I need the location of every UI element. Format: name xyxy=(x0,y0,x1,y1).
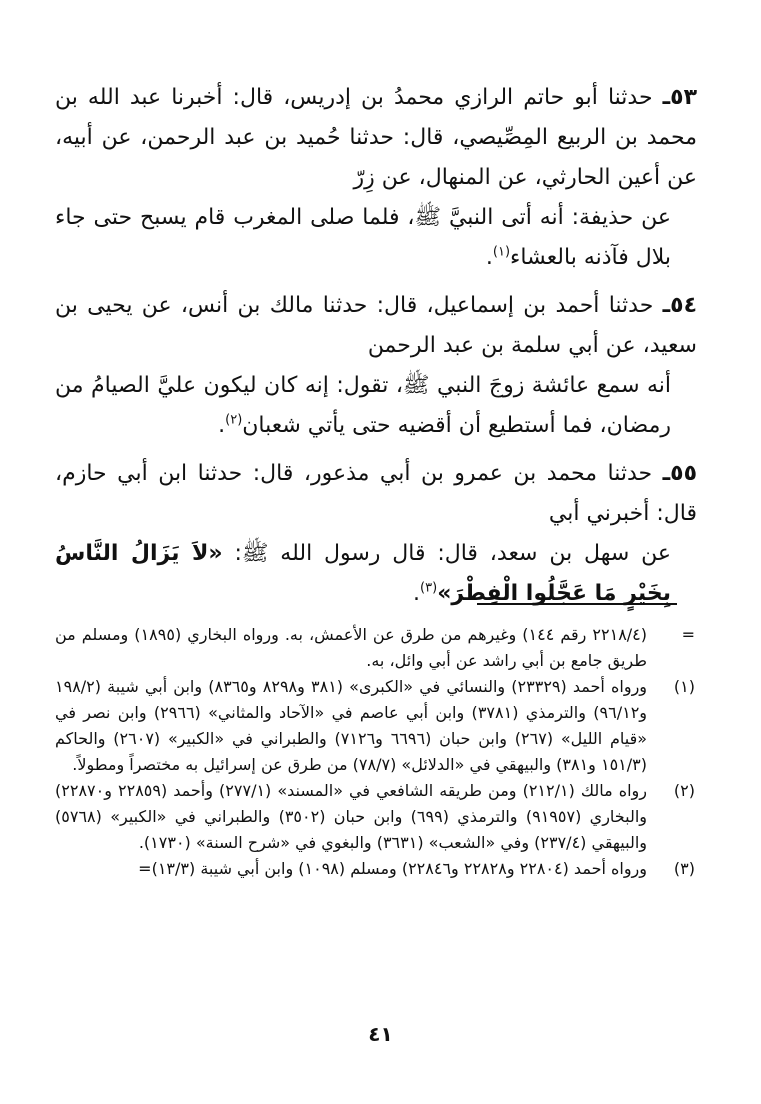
hadith-number: ٥٣ـ xyxy=(662,85,697,110)
footnote-text: رواه مالك (٢١٢/١) ومن طريقه الشافعي في «المسند» (٢٧٧/١) وأحمد (٢٢٨٥٩ و٢٢٨٧٠) والبخاري (٩١٩٥٧) والترمذي (٦٩٩) وابن حبان (٣٥٠٢) والطبراني في «الكبير» (٥٧٦٨) والبيهقي (٢٣٧/٤) وفي «الشعب» (٣٦٣١) والبغوي في «شرح السنة» (١٧٣٠). xyxy=(55,781,648,852)
footnote-2 xyxy=(55,778,695,856)
hadith-number: ٥٥ـ xyxy=(662,461,697,486)
footnote-continued xyxy=(55,622,695,674)
hadith-54-matn: أنه سمع عائشة زوجَ النبي ﷺ، تقول: إنه كان ليكون عليَّ الصيامُ من رمضان، فما أستطيع أن أقضيه حتى يأتي شعبان$^{(٢)}$. xyxy=(55,373,671,438)
prophetic-saying: «لاَ يَزَالُ النَّاسُ بِخَيْرٍ مَا عَجَّلُوا الْفِطْرَ» xyxy=(55,541,671,606)
isnad-text: حدثنا أحمد بن إسماعيل، قال: حدثنا مالك بن أنس، عن يحيى بن سعيد، عن أبي سلمة بن عبد الرحمن xyxy=(55,293,697,358)
hadith-55-chain xyxy=(55,454,697,534)
hadith-53-chain xyxy=(55,78,697,198)
footnote-text: ورواه أحمد (٢٢٨٠٤ و٢٢٨٢٨ و٢٢٨٤٦) ومسلم (١٠٩٨) وابن أبي شيبة (١٣/٣)= xyxy=(138,859,647,878)
footnote-1 xyxy=(55,674,695,778)
footnote-marker: (٢) xyxy=(673,781,695,800)
footnote-marker: = xyxy=(681,625,695,644)
footnote-ref: (٢) xyxy=(225,412,243,428)
footnotes xyxy=(55,622,695,882)
footnote-ref: (١) xyxy=(492,244,511,260)
matn-text: عن سهل بن سعد، قال: قال رسول الله ﷺ: xyxy=(234,541,672,566)
hadith-55-matn: عن سهل بن سعد، قال: قال رسول الله ﷺ: «لاَ يَزَالُ النَّاسُ بِخَيْرٍ مَا عَجَّلُوا الْفِطْرَ»$^{(٣)}$. xyxy=(55,541,672,606)
main-text xyxy=(55,78,697,614)
footnote-ref: (٣) xyxy=(420,580,438,596)
footnote-marker: (١) xyxy=(673,677,695,696)
matn-text: أنه سمع عائشة زوجَ النبي ﷺ، تقول: إنه كان ليكون عليَّ الصيامُ من رمضان، فما أستطيع أن أقضيه حتى يأتي شعبان xyxy=(55,373,671,438)
footnote-separator xyxy=(477,603,677,605)
matn-text: عن حذيفة: أنه أتى النبيَّ ﷺ، فلما صلى المغرب قام يسبح حتى جاء بلال فآذنه بالعشاء xyxy=(55,205,671,270)
footnote-3 xyxy=(55,856,695,882)
isnad-text: حدثنا أبو حاتم الرازي محمدُ بن إدريس، قال: أخبرنا عبد الله بن محمد بن الربيع المِصِّيصي، قال: حدثنا حُميد بن عبد الرحمن، عن أبيه، عن أعين الحارثي، عن المنهال، عن زِرّ xyxy=(55,85,697,190)
hadith-number: ٥٤ـ xyxy=(662,293,698,318)
spacer xyxy=(55,446,697,454)
footnote-marker: (٣) xyxy=(673,859,695,878)
footnote-text: (٢٢١٨/٤ رقم ١٤٤) وغيرهم من طرق عن الأعمش، به. ورواه البخاري (١٨٩٥) ومسلم من طريق جامع بن أبي راشد عن أبي وائل، به. xyxy=(55,625,648,670)
hadith-54-chain xyxy=(55,286,697,366)
footnote-text: ورواه أحمد (٢٣٣٢٩) والنسائي في «الكبرى» (٣٨١ و٨٢٩٨ و٨٣٦٥) وابن أبي شيبة (١٩٨/٢ و٩٦/١٢) والترمذي (٣٧٨١) وابن أبي عاصم في «الآحاد والمثاني» (٢٩٦٦) وابن نصر في «قيام الليل» (٢٦٧) وابن حبان (٦٦٩٦ و٧١٢٦) والطبراني في «الكبير» (٢٦٠٧) والحاكم (١٥١/٣ و٣٨١) والبيهقي في «الدلائل» (٧٨/٧) من طرق عن إسرائيل به مختصراً ومطولاً. xyxy=(55,677,648,774)
hadith-53-matn: عن حذيفة: أنه أتى النبيَّ ﷺ، فلما صلى المغرب قام يسبح حتى جاء بلال فآذنه بالعشاء$^{(١)}$. xyxy=(55,205,671,270)
page-number: ٤١ xyxy=(368,1022,393,1046)
spacer xyxy=(55,278,697,286)
isnad-text: حدثنا محمد بن عمرو بن أبي مذعور، قال: حدثنا ابن أبي حازم، قال: أخبرني أبي xyxy=(55,461,697,526)
